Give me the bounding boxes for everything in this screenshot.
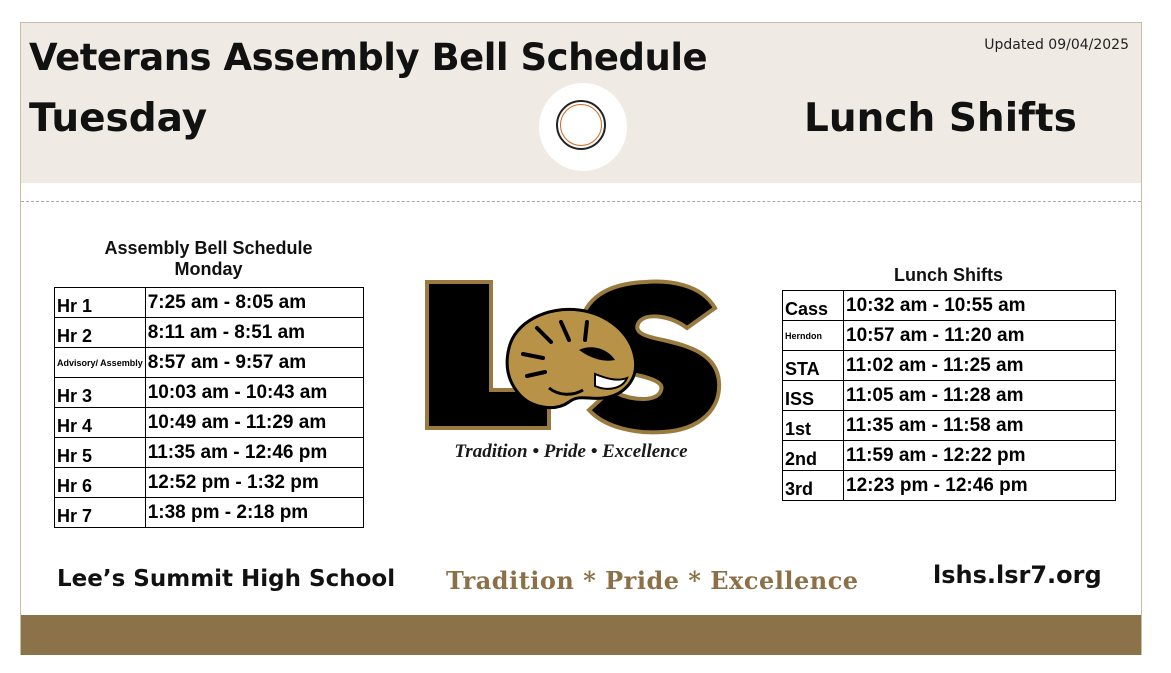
bell-schedule-time: 11:35 am - 12:46 pm [145, 438, 363, 468]
bell-schedule-label: Hr 3 [55, 378, 146, 408]
bell-schedule-row [55, 438, 364, 468]
lunch-shift-time: 10:57 am - 11:20 am [844, 321, 1116, 351]
bell-schedule-row [55, 378, 364, 408]
updated-date: Updated 09/04/2025 [984, 37, 1129, 53]
lunch-shift-row [783, 411, 1116, 441]
lunch-shifts-caption: Lunch Shifts [894, 265, 1003, 285]
lunch-shift-label: STA [783, 351, 844, 381]
schedule-slide [20, 22, 1142, 655]
lunch-shift-row [783, 351, 1116, 381]
lunch-shift-time: 11:35 am - 11:58 am [844, 411, 1116, 441]
footer-bar [21, 615, 1141, 655]
bell-schedule-label: Advisory/ Assembly [55, 348, 146, 378]
bell-schedule-label: Hr 1 [55, 288, 146, 318]
bell-schedule-row [55, 318, 364, 348]
page-title: Veterans Assembly Bell Schedule [29, 36, 708, 79]
bell-schedule-label: Hr 4 [55, 408, 146, 438]
lunch-shift-time: 12:23 pm - 12:46 pm [844, 471, 1116, 501]
bell-schedule-time: 8:57 am - 9:57 am [145, 348, 363, 378]
lunch-shift-time: 11:59 am - 12:22 pm [844, 441, 1116, 471]
lunch-shift-label: Cass [783, 291, 844, 321]
lunch-shift-label: 1st [783, 411, 844, 441]
bell-schedule-time: 1:38 pm - 2:18 pm [145, 498, 363, 528]
bell-schedule-label: Hr 6 [55, 468, 146, 498]
bell-schedule-row [55, 348, 364, 378]
lunch-shift-row [783, 441, 1116, 471]
bell-schedule-caption-line1: Assembly Bell Schedule [104, 238, 313, 258]
lunch-shift-time: 11:02 am - 11:25 am [844, 351, 1116, 381]
lunch-shift-row [783, 291, 1116, 321]
lunch-shift-time: 11:05 am - 11:28 am [844, 381, 1116, 411]
bell-schedule-row [55, 498, 364, 528]
lunch-shift-row [783, 321, 1116, 351]
bell-schedule-table [54, 287, 364, 528]
lunch-shifts-heading: Lunch Shifts [804, 96, 1077, 141]
bell-schedule-time: 10:03 am - 10:43 am [145, 378, 363, 408]
bell-schedule-row [55, 408, 364, 438]
ls-tiger-logo [419, 278, 727, 443]
bell-schedule-caption [51, 238, 366, 280]
bell-schedule-label: Hr 2 [55, 318, 146, 348]
bell-schedule-time: 8:11 am - 8:51 am [145, 318, 363, 348]
dashed-divider [21, 201, 1141, 202]
bell-schedule-row [55, 288, 364, 318]
lunch-shift-time: 10:32 am - 10:55 am [844, 291, 1116, 321]
lunch-shift-row [783, 381, 1116, 411]
lunch-shift-label: 2nd [783, 441, 844, 471]
bell-schedule-time: 7:25 am - 8:05 am [145, 288, 363, 318]
lunch-shift-label: Herndon [783, 321, 844, 351]
logo-tagline: Tradition • Pride • Excellence [454, 441, 688, 462]
bell-schedule-label: Hr 5 [55, 438, 146, 468]
bell-schedule-time: 12:52 pm - 1:32 pm [145, 468, 363, 498]
day-heading: Tuesday [29, 96, 208, 141]
bell-schedule-row [55, 468, 364, 498]
bell-schedule-time: 10:49 am - 11:29 am [145, 408, 363, 438]
school-motto: Tradition * Pride * Excellence [446, 566, 859, 595]
lunch-shift-label: 3rd [783, 471, 844, 501]
lunch-shift-label: ISS [783, 381, 844, 411]
lunch-shifts-table [782, 290, 1116, 501]
lunch-shift-row [783, 471, 1116, 501]
school-website: lshs.lsr7.org [933, 561, 1102, 589]
bell-schedule-caption-line2: Monday [174, 259, 243, 279]
circle-badge-icon [539, 83, 627, 171]
bell-schedule-label: Hr 7 [55, 498, 146, 528]
school-name: Lee’s Summit High School [57, 566, 396, 592]
